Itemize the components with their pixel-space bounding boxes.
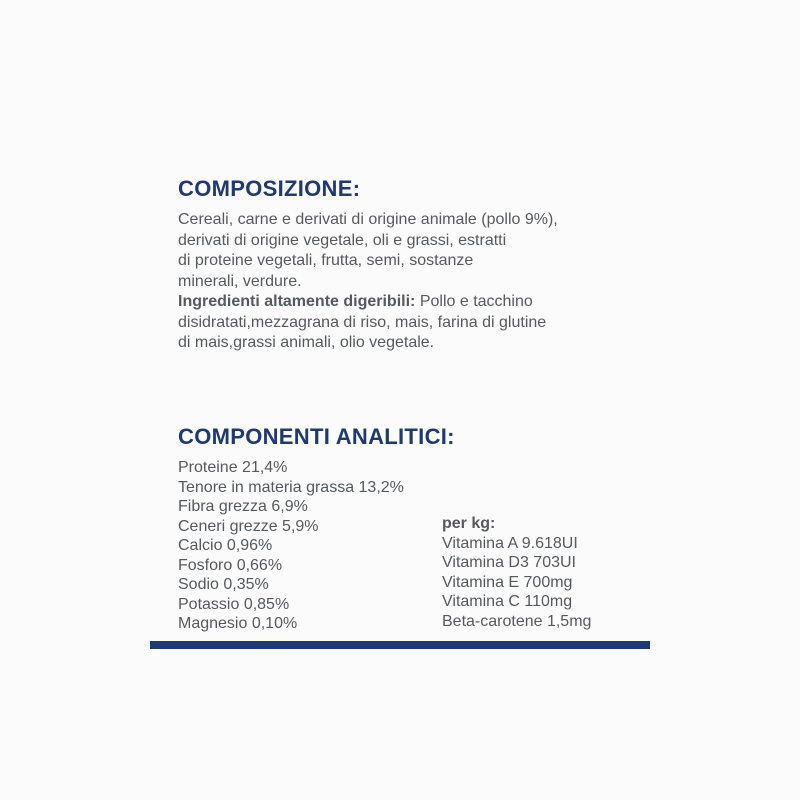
list-item: Ceneri grezze 5,9% <box>178 517 319 535</box>
digestible-line: di mais,grassi animali, olio vegetale. <box>178 334 435 351</box>
composition-line: di proteine vegetali, frutta, semi, sostanze <box>178 252 474 269</box>
digestible-line: disidratati,mezzagrana di riso, mais, farina di glutine <box>178 313 547 331</box>
digestible-line <box>178 292 648 313</box>
list-item: Potassio 0,85% <box>178 595 290 613</box>
list-item: Fosforo 0,66% <box>178 556 283 574</box>
analytics-heading: COMPONENTI ANALITICI: <box>178 424 455 449</box>
digestible-label: Ingredienti altamente digeribili: <box>178 293 416 310</box>
analytic-components-list <box>178 458 404 634</box>
list-item: Tenore in materia grassa 13,2% <box>178 478 404 496</box>
list-item: Magnesio 0,10% <box>178 615 298 632</box>
list-item: Calcio 0,96% <box>178 537 273 554</box>
list-item: Vitamina D3 703UI <box>442 554 576 571</box>
composition-line: minerali, verdure. <box>178 272 302 290</box>
digestible-text: Pollo e tacchino <box>415 293 533 310</box>
list-item: Vitamina C 110mg <box>442 593 573 610</box>
composition-heading: COMPOSIZIONE: <box>178 176 361 201</box>
per-kg-list <box>442 514 591 631</box>
list-item: Sodio 0,35% <box>178 576 269 593</box>
composition-line: Cereali, carne e derivati di origine animale (pollo 9%), <box>178 211 558 228</box>
list-item: Vitamina A 9.618UI <box>442 534 578 552</box>
list-item: Proteine 21,4% <box>178 459 288 476</box>
bottom-divider-bar <box>150 641 650 649</box>
per-kg-label: per kg: <box>442 515 496 532</box>
composition-text <box>178 210 648 354</box>
list-item: Fibra grezza 6,9% <box>178 498 308 515</box>
list-item: Beta-carotene 1,5mg <box>442 612 592 630</box>
list-item: Vitamina E 700mg <box>442 573 573 591</box>
composition-line: derivati di origine vegetale, oli e grassi, estratti <box>178 231 507 249</box>
